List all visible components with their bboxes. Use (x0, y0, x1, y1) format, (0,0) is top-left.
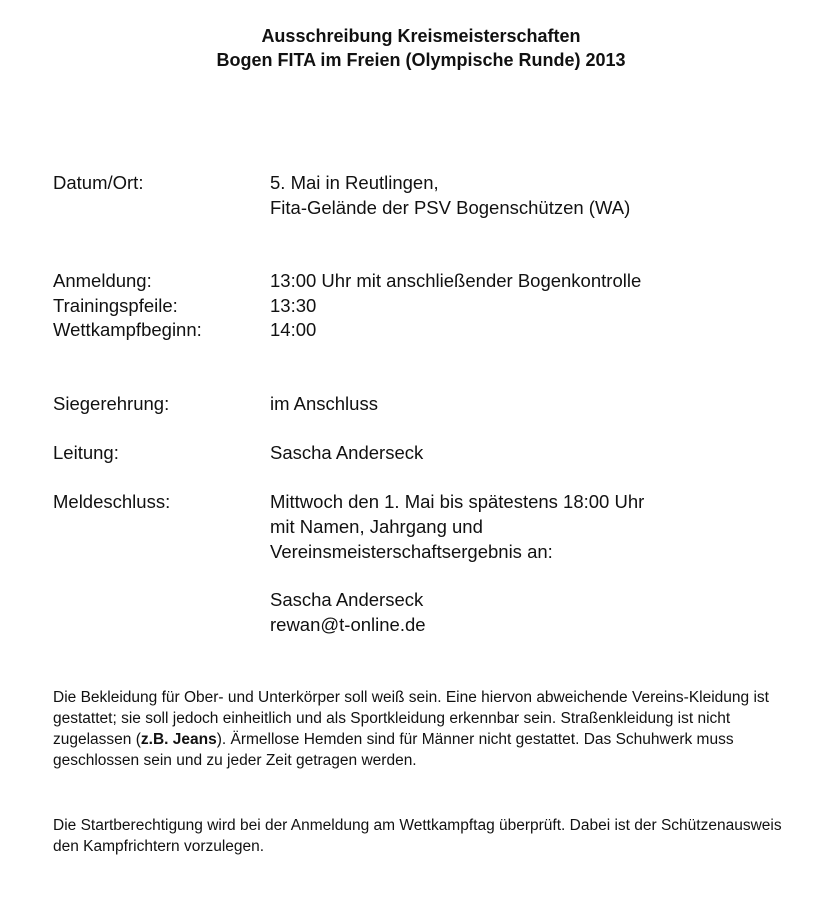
contact-name: Sascha Anderseck (270, 589, 424, 610)
start-eligibility-paragraph: Die Startberechtigung wird bei der Anmeldung am Wettkampftag überprüft. Dabei ist der Schützenausweis den Kampfrichtern vorzulegen. (53, 817, 782, 855)
meldeschluss-value-line3: Vereinsmeisterschaftsergebnis an: (270, 541, 553, 562)
wettkampfbeginn-label: Wettkampfbeginn: (53, 319, 202, 340)
trainingspfeile-label: Trainingspfeile: (53, 295, 178, 316)
meldeschluss-value-line2: mit Namen, Jahrgang und (270, 516, 483, 537)
contact-email: rewan@t-online.de (270, 614, 426, 635)
dress-code-text-2: ). Ärmellose Hemden sind für Männer nicht gestattet. Das Schuhwerk muss geschlossen sein und zu jeder Zeit getragen werden. (53, 731, 734, 769)
dress-code-paragraph (53, 687, 793, 771)
leitung-label: Leitung: (53, 442, 119, 463)
siegerehrung-label: Siegerehrung: (53, 393, 170, 414)
datum-label: Datum/Ort: (53, 172, 144, 193)
siegerehrung-value: im Anschluss (270, 393, 378, 414)
dress-code-text-1: Die Bekleidung für Ober- und Unterkörper soll weiß sein. Eine hiervon abweichende Vereins-Kleidung ist gestattet; sie soll jedoch einheitlich und als Sportkleidung erkennbar sein. Straßenkleidung ist nicht zugelassen ( (53, 689, 769, 748)
document-title-line1: Ausschreibung Kreismeisterschaften (261, 26, 581, 46)
dress-code-example-bold: z.B. Jeans (140, 731, 217, 748)
meldeschluss-value-line1: Mittwoch den 1. Mai bis spätestens 18:00 Uhr (270, 491, 645, 512)
trainingspfeile-value: 13:30 (270, 295, 317, 316)
datum-value-line2: Fita-Gelände der PSV Bogenschützen (WA) (270, 197, 631, 218)
leitung-value: Sascha Anderseck (270, 442, 424, 463)
meldeschluss-label: Meldeschluss: (53, 491, 171, 512)
document-title-line2: Bogen FITA im Freien (Olympische Runde) 2013 (216, 50, 626, 70)
anmeldung-label: Anmeldung: (53, 270, 152, 291)
wettkampfbeginn-value: 14:00 (270, 319, 317, 340)
datum-value-line1: 5. Mai in Reutlingen, (270, 172, 439, 193)
anmeldung-value: 13:00 Uhr mit anschließender Bogenkontrolle (270, 270, 642, 291)
